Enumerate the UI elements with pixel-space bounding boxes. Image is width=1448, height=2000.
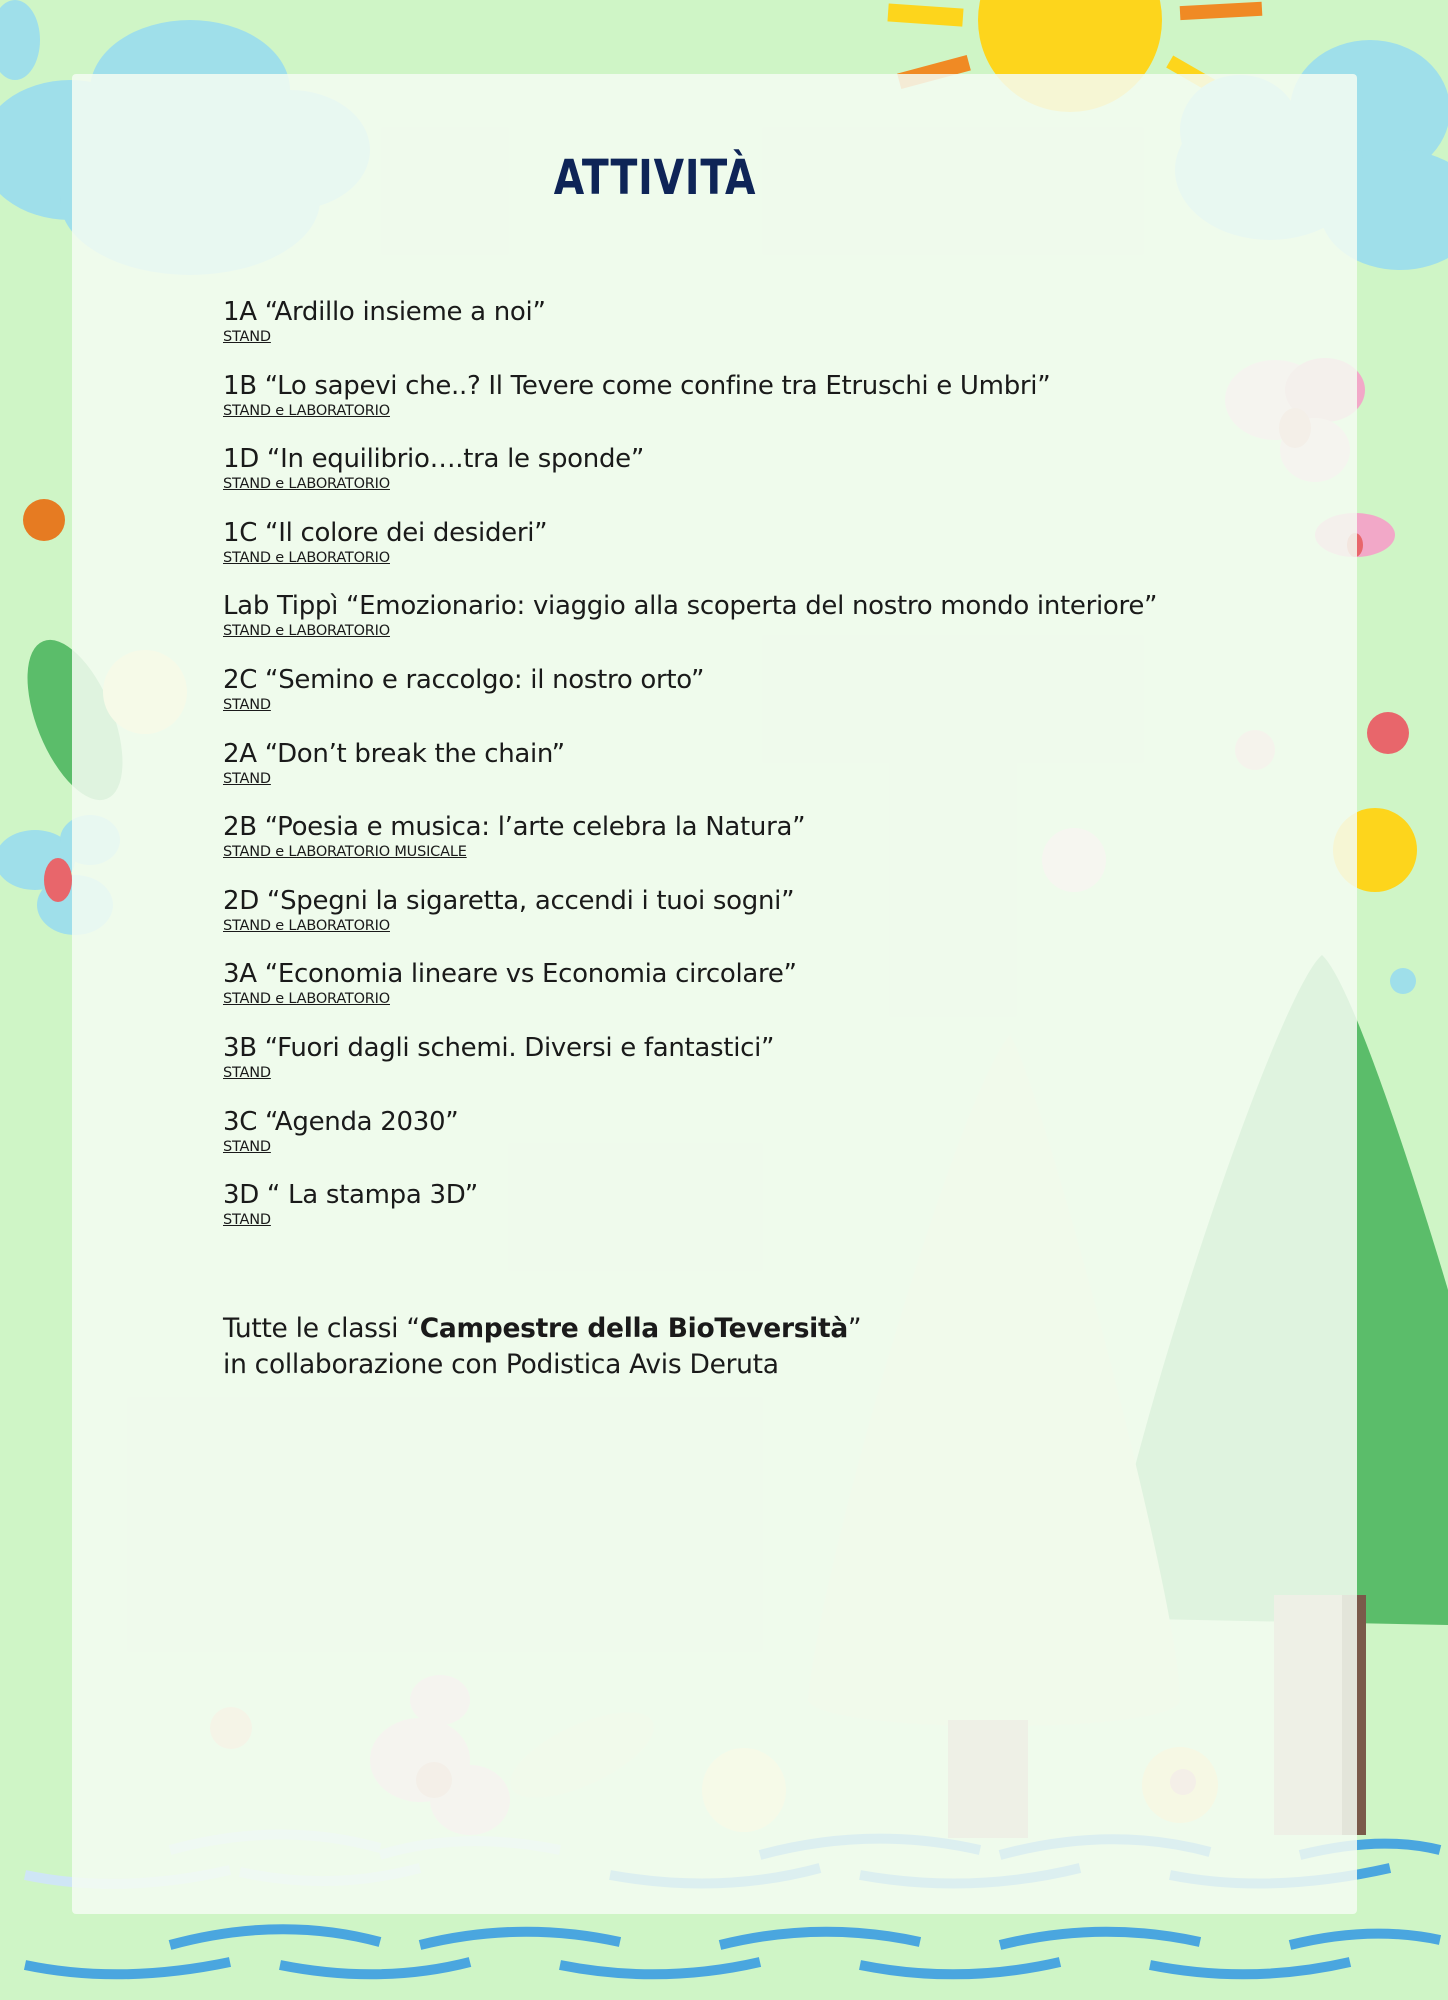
activity-type: STAND: [223, 770, 271, 787]
activity-type: STAND: [223, 1138, 271, 1155]
activity-title: 3C “Agenda 2030”: [223, 1106, 459, 1137]
activity-type: STAND e LABORATORIO: [223, 623, 390, 640]
list-item: [223, 958, 1323, 1032]
list-item: [223, 517, 1323, 591]
list-item: [223, 885, 1323, 959]
activity-type: STAND: [223, 1212, 271, 1229]
activity-type: STAND e LABORATORIO: [223, 991, 390, 1008]
activity-title: 3D “ La stampa 3D”: [223, 1180, 478, 1211]
activity-type: STAND: [223, 1064, 271, 1081]
activity-type: STAND e LABORATORIO: [223, 917, 390, 934]
list-item: [223, 1106, 1323, 1180]
list-item: [223, 1032, 1323, 1106]
footer-line-2: in collaborazione con Podistica Avis Deruta: [223, 1349, 779, 1380]
activity-title: 1C “Il colore dei desideri”: [223, 517, 548, 548]
activity-type: STAND e LABORATORIO: [223, 549, 390, 566]
activity-title: 2B “Poesia e musica: l’arte celebra la Natura”: [223, 812, 806, 843]
page-title: ATTIVITÀ: [553, 150, 757, 206]
footer-suffix: ”: [847, 1313, 862, 1344]
activity-title: 1B “Lo sapevi che..? Il Tevere come confine tra Etruschi e Umbri”: [223, 370, 1051, 401]
list-item: [223, 296, 1323, 370]
footer-prefix: Tutte le classi “: [223, 1313, 420, 1344]
activity-title: Lab Tippì “Emozionario: viaggio alla scoperta del nostro mondo interiore”: [223, 591, 1158, 622]
activity-type: STAND e LABORATORIO: [223, 476, 390, 493]
footer-note: [223, 1311, 1223, 1383]
list-item: [223, 443, 1323, 517]
list-item: [223, 370, 1323, 444]
activity-title: 1D “In equilibrio….tra le sponde”: [223, 444, 645, 475]
event-name: Campestre della BioTeversità: [419, 1313, 848, 1344]
list-item: [223, 664, 1323, 738]
activity-title: 2A “Don’t break the chain”: [223, 738, 565, 769]
activity-title: 3B “Fuori dagli schemi. Diversi e fantastici”: [223, 1032, 775, 1063]
activity-type: STAND e LABORATORIO: [223, 402, 390, 419]
list-item: [223, 590, 1323, 664]
activity-title: 1A “Ardillo insieme a noi”: [223, 297, 546, 327]
list-item: [223, 738, 1323, 812]
list-item: [223, 1179, 1323, 1253]
activity-list: [223, 296, 1323, 1253]
activity-type: STAND: [223, 329, 271, 345]
activity-type: STAND e LABORATORIO MUSICALE: [223, 844, 467, 861]
list-item: [223, 811, 1323, 885]
activity-title: 2C “Semino e raccolgo: il nostro orto”: [223, 664, 705, 695]
activity-type: STAND: [223, 696, 271, 713]
activity-title: 3A “Economia lineare vs Economia circolare”: [223, 959, 797, 990]
activity-title: 2D “Spegni la sigaretta, accendi i tuoi sogni”: [223, 885, 795, 916]
footer-line-1: [223, 1311, 1223, 1347]
